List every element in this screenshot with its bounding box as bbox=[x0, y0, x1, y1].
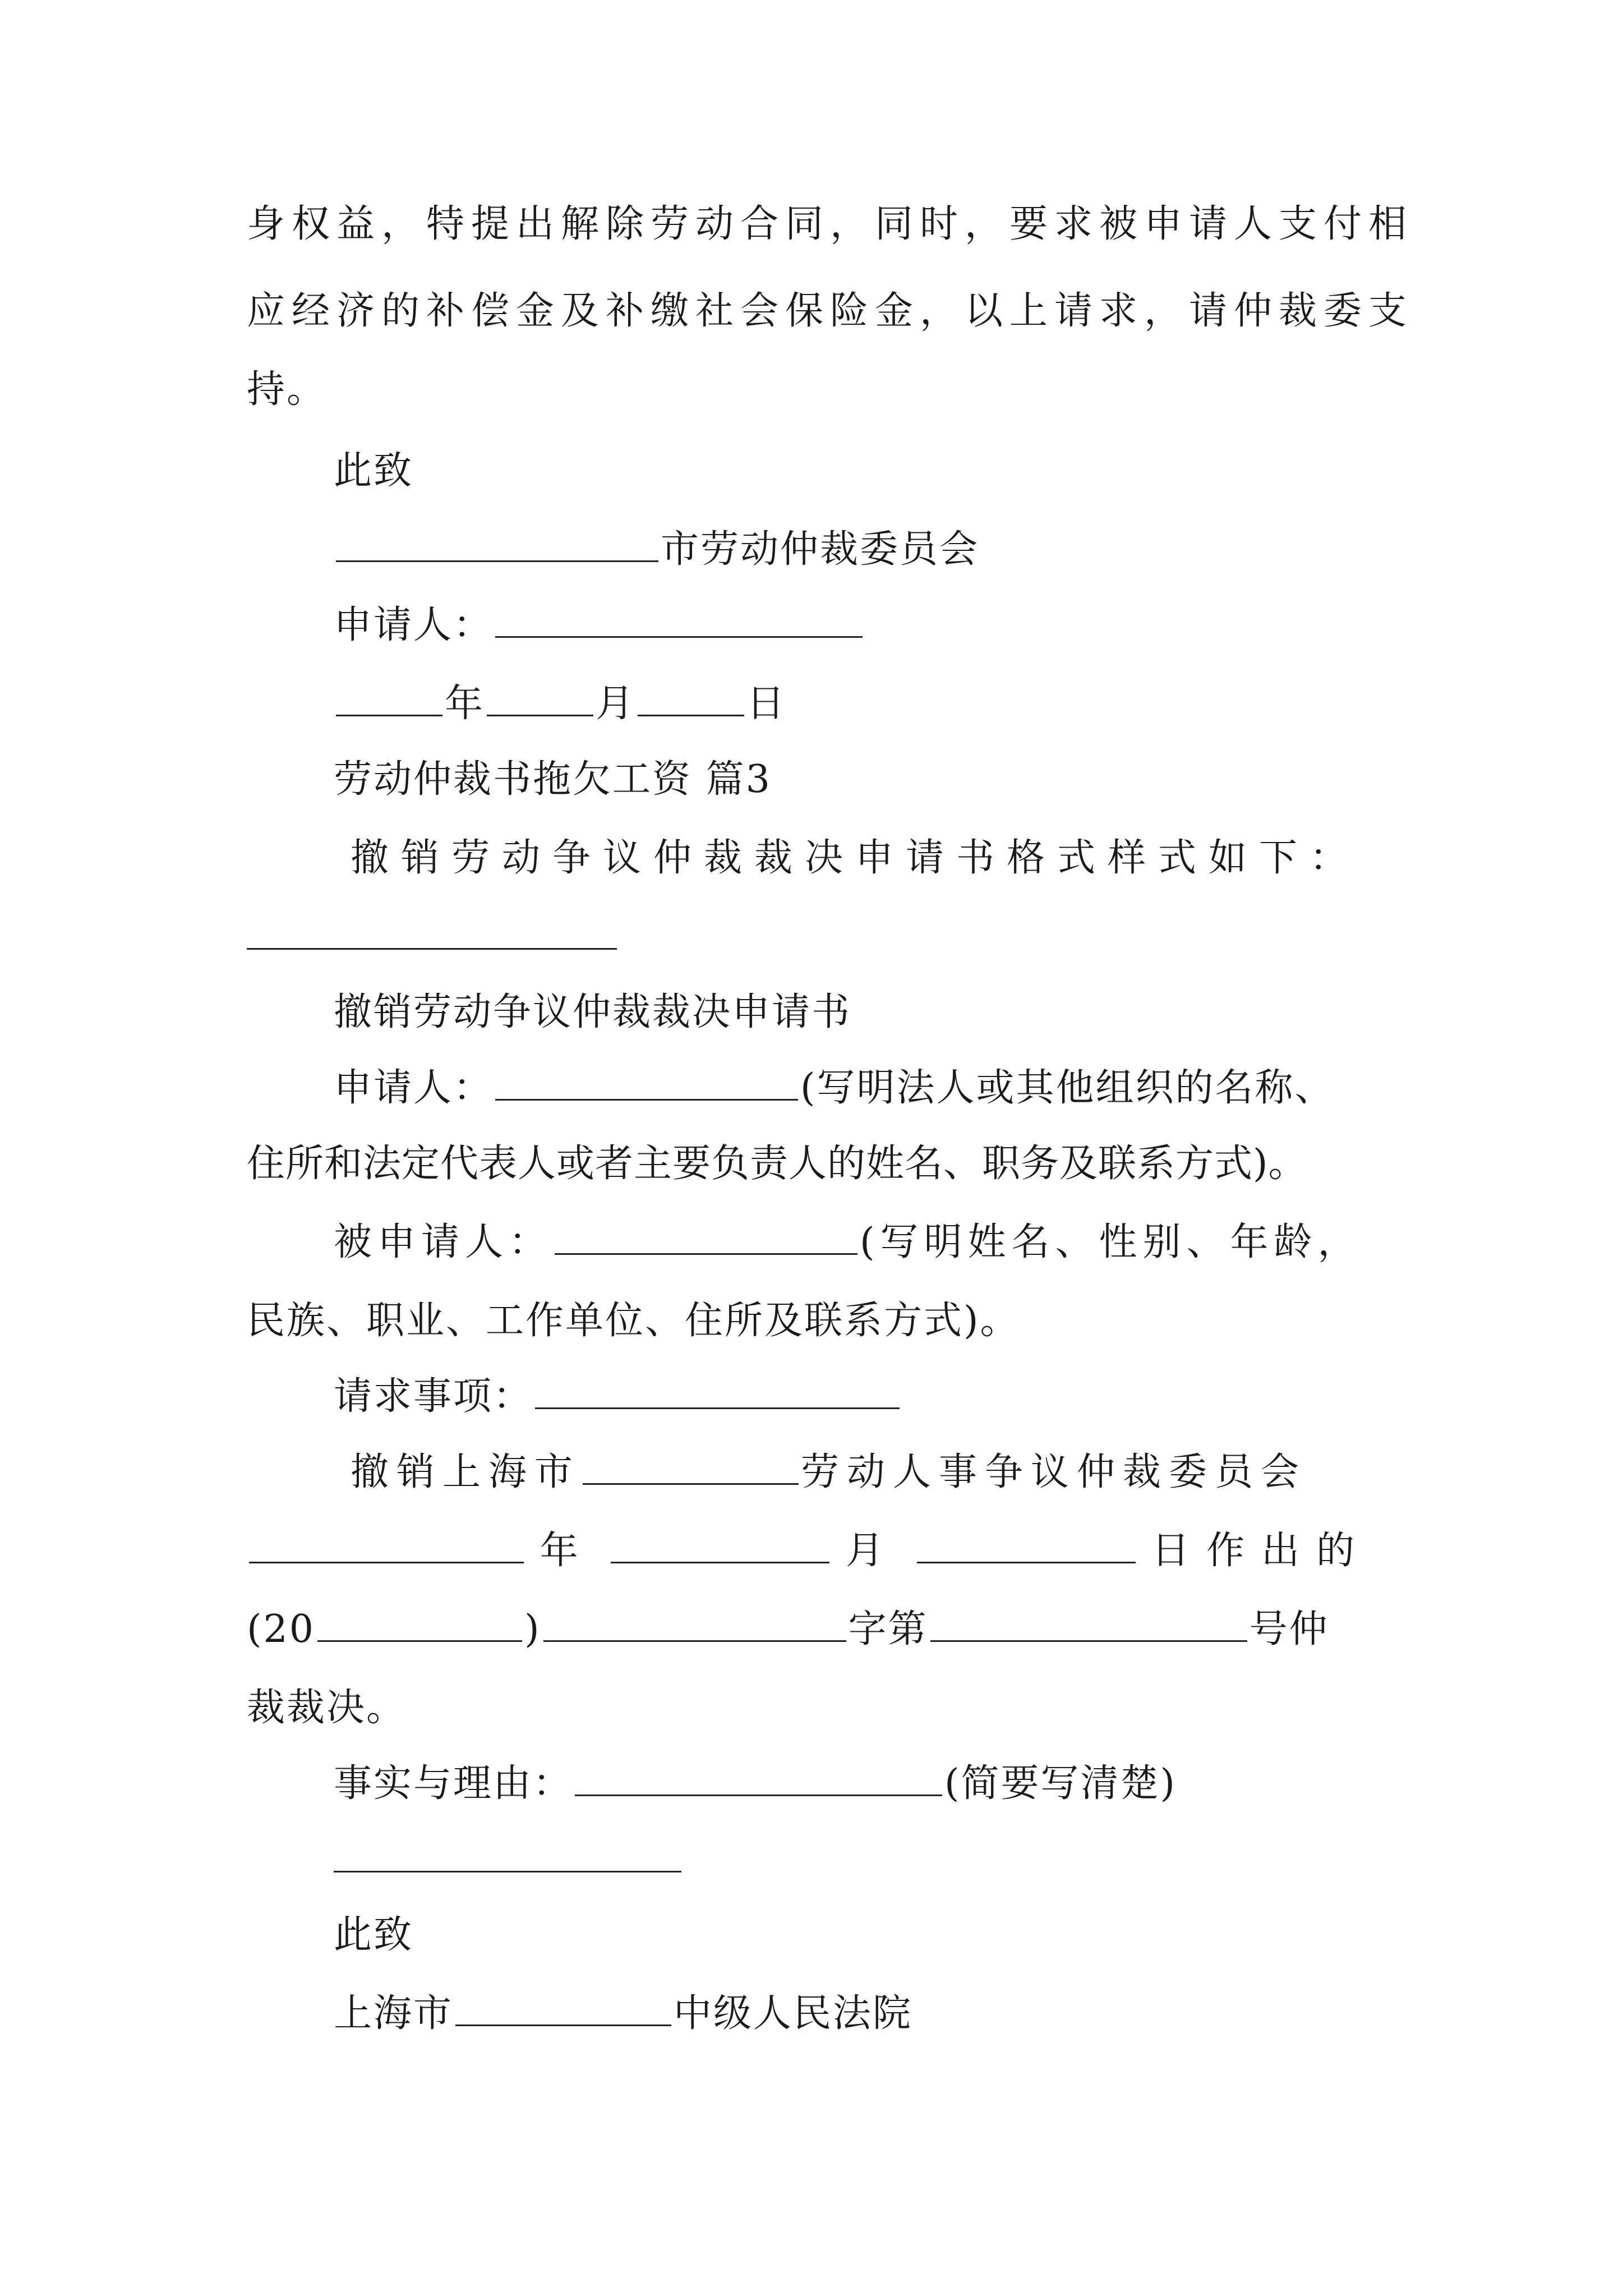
year-blank bbox=[336, 681, 442, 716]
facts-label: 事实与理由： bbox=[334, 1761, 573, 1806]
revoke-year-label: 年 bbox=[540, 1529, 595, 1573]
form-greeting: 此致 bbox=[334, 1913, 414, 1957]
court-blank bbox=[455, 1991, 671, 2026]
format-intro: 撤销劳动争议仲裁裁决申请书格式样式如下： bbox=[351, 836, 1361, 880]
case-word-blank bbox=[543, 1607, 846, 1642]
revoke-made-label: 日作出的 bbox=[1151, 1529, 1372, 1573]
form-respondent-blank bbox=[555, 1220, 857, 1255]
form-claims-label: 请求事项： bbox=[334, 1374, 533, 1419]
form-claims-blank bbox=[535, 1374, 900, 1409]
case-zi: 字第 bbox=[848, 1607, 928, 1651]
committee-line bbox=[334, 524, 979, 575]
day-label: 日 bbox=[746, 682, 787, 726]
facts-line bbox=[334, 1759, 1177, 1809]
form-applicant-blank bbox=[495, 1065, 798, 1101]
month-label: 月 bbox=[596, 682, 636, 726]
form-title: 撤销劳动争议仲裁裁决申请书 bbox=[334, 990, 852, 1034]
intro-line-2: 应经济的补偿金及补缴社会保险金，以上请求，请仲裁委支 bbox=[247, 289, 1414, 333]
revoke-month-blank bbox=[611, 1528, 829, 1563]
case-number-blank bbox=[930, 1607, 1247, 1642]
revoke-prefix: 撤销上海市 bbox=[351, 1450, 581, 1494]
year-label: 年 bbox=[445, 682, 485, 726]
case-end: 裁裁决。 bbox=[247, 1686, 407, 1730]
facts-extra-rule bbox=[334, 1871, 681, 1872]
case-hao: 号仲 bbox=[1249, 1607, 1329, 1651]
revoke-line bbox=[351, 1447, 1307, 1498]
applicant-signature-line bbox=[334, 600, 865, 651]
form-respondent-label: 被申请人： bbox=[334, 1220, 553, 1264]
court-line bbox=[334, 1989, 912, 2039]
separator-line bbox=[247, 948, 617, 950]
case-close: ) bbox=[524, 1607, 541, 1651]
facts-note: (简要写清楚) bbox=[944, 1761, 1177, 1806]
form-claims-line bbox=[334, 1372, 902, 1422]
revoke-blank bbox=[583, 1450, 799, 1485]
case-prefix: (20 bbox=[247, 1607, 316, 1651]
form-applicant-label: 申请人： bbox=[334, 1066, 494, 1110]
form-applicant-line bbox=[334, 1063, 1335, 1114]
revoke-date-line bbox=[247, 1526, 1371, 1576]
intro-line-1: 身权益，特提出解除劳动合同，同时，要求被申请人支付相 bbox=[247, 202, 1414, 246]
city-blank bbox=[336, 527, 658, 562]
court-suffix: 中级人民法院 bbox=[674, 1991, 913, 2036]
closing-greeting: 此致 bbox=[334, 449, 414, 493]
applicant-label: 申请人： bbox=[334, 603, 494, 647]
court-prefix: 上海市 bbox=[334, 1991, 454, 2036]
form-applicant-note-2: 住所和法定代表人或者主要负责人的姓名、职务及联系方式)。 bbox=[247, 1142, 1307, 1186]
facts-blank bbox=[575, 1761, 942, 1796]
case-number-line bbox=[247, 1604, 1329, 1655]
case-year-blank bbox=[317, 1607, 522, 1642]
form-respondent-line bbox=[334, 1217, 1362, 1268]
committee-text: 市劳动仲裁委员会 bbox=[661, 527, 980, 572]
revoke-year-blank bbox=[249, 1528, 524, 1563]
intro-line-3: 持。 bbox=[247, 367, 327, 412]
form-respondent-note-1: (写明姓名、性别、年龄， bbox=[860, 1220, 1362, 1264]
date-line bbox=[334, 679, 786, 729]
applicant-blank bbox=[495, 602, 863, 638]
section-heading: 劳动仲裁书拖欠工资 篇3 bbox=[334, 757, 772, 802]
day-blank bbox=[638, 681, 744, 716]
revoke-suffix: 劳动人事争议仲裁委员会 bbox=[801, 1450, 1307, 1494]
form-applicant-note-1: (写明法人或其他组织的名称、 bbox=[800, 1066, 1335, 1110]
form-respondent-note-2: 民族、职业、工作单位、住所及联系方式)。 bbox=[247, 1299, 1020, 1343]
revoke-month-label: 月 bbox=[845, 1529, 901, 1573]
revoke-day-blank bbox=[917, 1528, 1136, 1563]
month-blank bbox=[487, 681, 593, 716]
